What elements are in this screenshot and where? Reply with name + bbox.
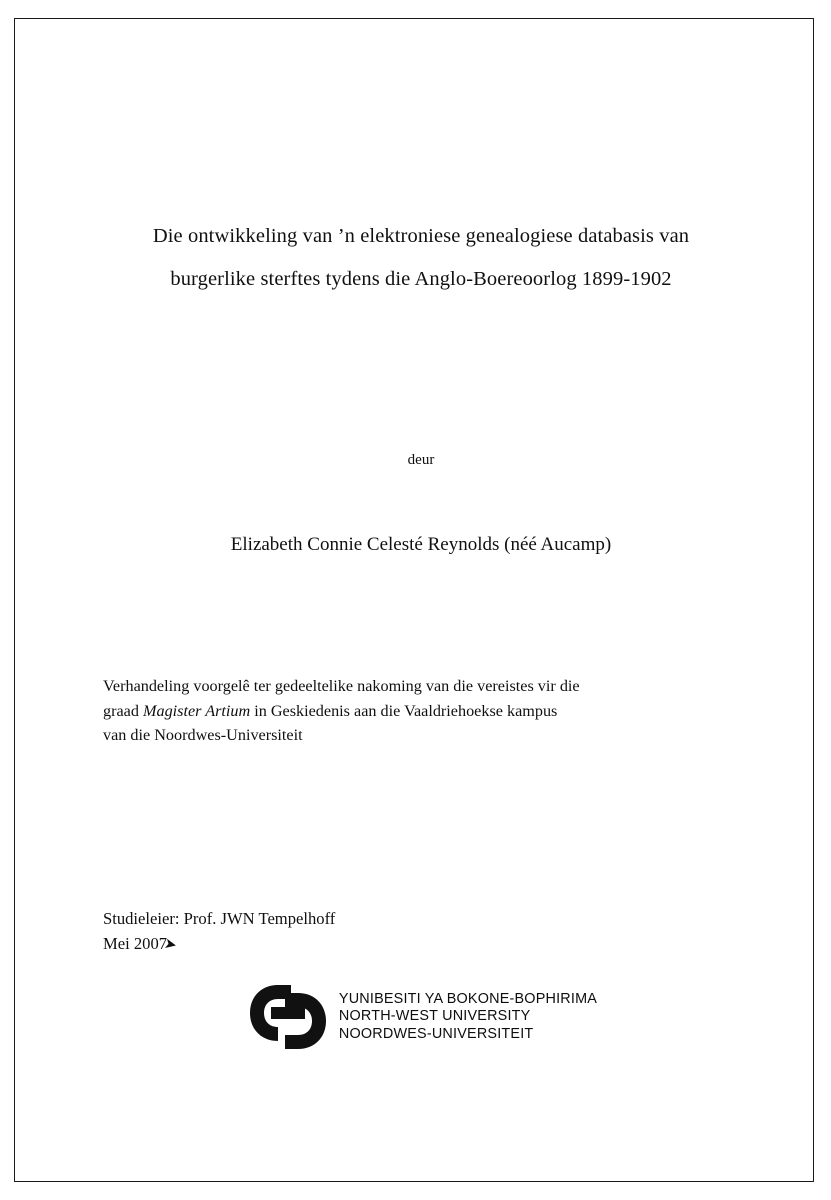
logo-text-line-2: NORTH-WEST UNIVERSITY [338,1008,531,1025]
supervisor-block [103,906,739,956]
supervisor-line: Studieleier: Prof. JWN Tempelhoff [103,909,336,928]
pen-mark-icon: ➤ [162,935,178,955]
by-word: deur [407,452,435,468]
degree-statement-line-2 [103,699,733,724]
degree-statement [103,674,733,748]
university-logo-text [339,991,597,1044]
title-line-2: burgerlike sterftes tydens die Anglo-Boereoorlog 1899-1902 [170,268,672,290]
degree-statement-line-3: van die Noordwes-Universiteit [103,726,303,744]
logo-text-line-1: YUNIBESITI YA BOKONE-BOPHIRIMA [338,990,598,1007]
title-page-content [103,19,739,1181]
degree-statement-line-1: Verhandeling voorgelê ter gedeeltelike nakoming van die vereistes vir die [103,677,580,695]
university-logo [103,981,739,1053]
logo-text-line-3: NOORDWES-UNIVERSITEIT [338,1025,534,1042]
date-line [103,931,178,956]
title-line-1: Die ontwikkeling van ’n elektroniese genealogiese databasis van [152,225,690,247]
degree-statement-line-2-suffix: in Geskiedenis aan die Vaaldriehoekse kampus [250,701,558,720]
date-text: Mei 2007 [103,934,168,953]
thesis-title [103,215,739,301]
nwu-emblem-icon [245,981,331,1053]
author-name: Elizabeth Connie Celesté Reynolds (néé Aucamp) [230,534,612,555]
degree-name: Magister Artium [143,701,251,720]
title-page-border [14,18,814,1182]
degree-statement-line-2-prefix: graad [103,701,143,720]
